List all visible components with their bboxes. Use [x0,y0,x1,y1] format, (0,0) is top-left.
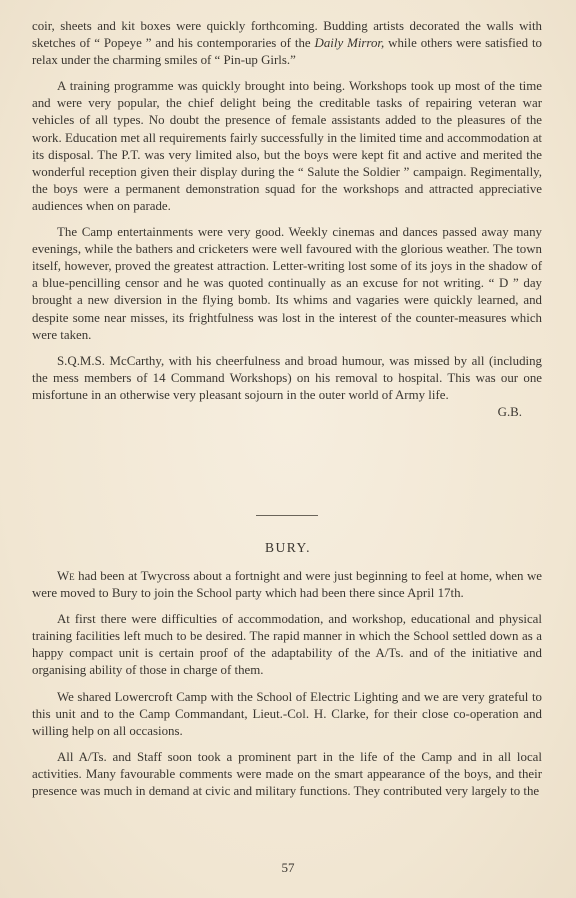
newspaper-title: Daily Mirror, [314,36,385,51]
paragraph-difficulties: At first there were difficulties of accommodation, and workshop, educational and physical training facilities left much to be desired. The rapid manner in which the School settled down as a happy compact unit is certain proof of the adaptability of the A/Ts. and of the initiative and organising ability of those in charge of them. [32,612,542,678]
paragraph-entertainments: The Camp entertainments were very good. Weekly cinemas and dances passed away many evenings, while the bathers and cricketers were well favoured with the glorious weather. The town itself, however, proved the greatest attraction. Letter-writing lost some of its joys in the shadow of a blue-pencilling censor and he was quoted continually as an excuse for not writing. “ D ” day brought a new diversion in the flying bomb. Its whims and vagaries were quickly learned, and despite some near misses, its frightfulness was lost in the interest of the counter-measures which were taken. [32,225,542,342]
paragraph-mccarthy: S.Q.M.S. McCarthy, with his cheerfulness and broad humour, was missed by all (including the mess members of 14 Command Workshops) on his removal to hospital. This was our one misfortune in an otherwise very pleasant sojourn in the outer world of Army life. [32,353,542,402]
top-section [32,18,542,421]
author-initials: G.B. [497,404,522,419]
paragraph-lowercroft: We shared Lowercroft Camp with the School of Electric Lighting and we are very grateful to this unit and to the Camp Commandant, Lieut.-Col. H. Clarke, for their close co-operation and willing help on all occasions. [32,689,542,738]
bury-section [32,568,542,800]
paragraph-training: A training programme was quickly brought into being. Workshops took up most of the time and were very popular, the chief delight being the creditable tasks of repairing veteran war vehicles of all types. No doubt the presence of female assistants added to the pleasures of the work. Education met all requirements fairly successfully in the limited time and accommodation at its disposal. The P.T. was very limited also, but the boys were kept fit and active and merited the wonderful reception given their display during the “ Salute the Soldier ” campaign. Regimentally, the boys were a permanent demonstration squad for the workshops and attracted appreciative audiences when on parade. [32,79,542,213]
paragraph-activities: All A/Ts. and Staff soon took a prominent part in the life of the Camp and in all local activities. Many favourable comments were made on the smart appearance of the boys, and their presence was much in demand at civic and military functions. They contributed very largely to the [32,749,542,799]
section-divider [256,515,318,516]
paragraph-continued: coir, sheets and kit boxes were quickly forthcoming. Budding artists decorated the walls with sketches of “ Popeye ” and his contemporaries of the Daily Mirror, while others were satisfied to relax under the charming smiles of “ Pin-up Girls.” [32,19,542,68]
page-number: 57 [281,860,295,875]
paragraph-arrival: We had been at Twycross about a fortnight and were just beginning to feel at home, when we were moved to Bury to join the School party which had been there since April 17th. [32,569,542,601]
section-heading-bury: BURY. [265,540,311,555]
